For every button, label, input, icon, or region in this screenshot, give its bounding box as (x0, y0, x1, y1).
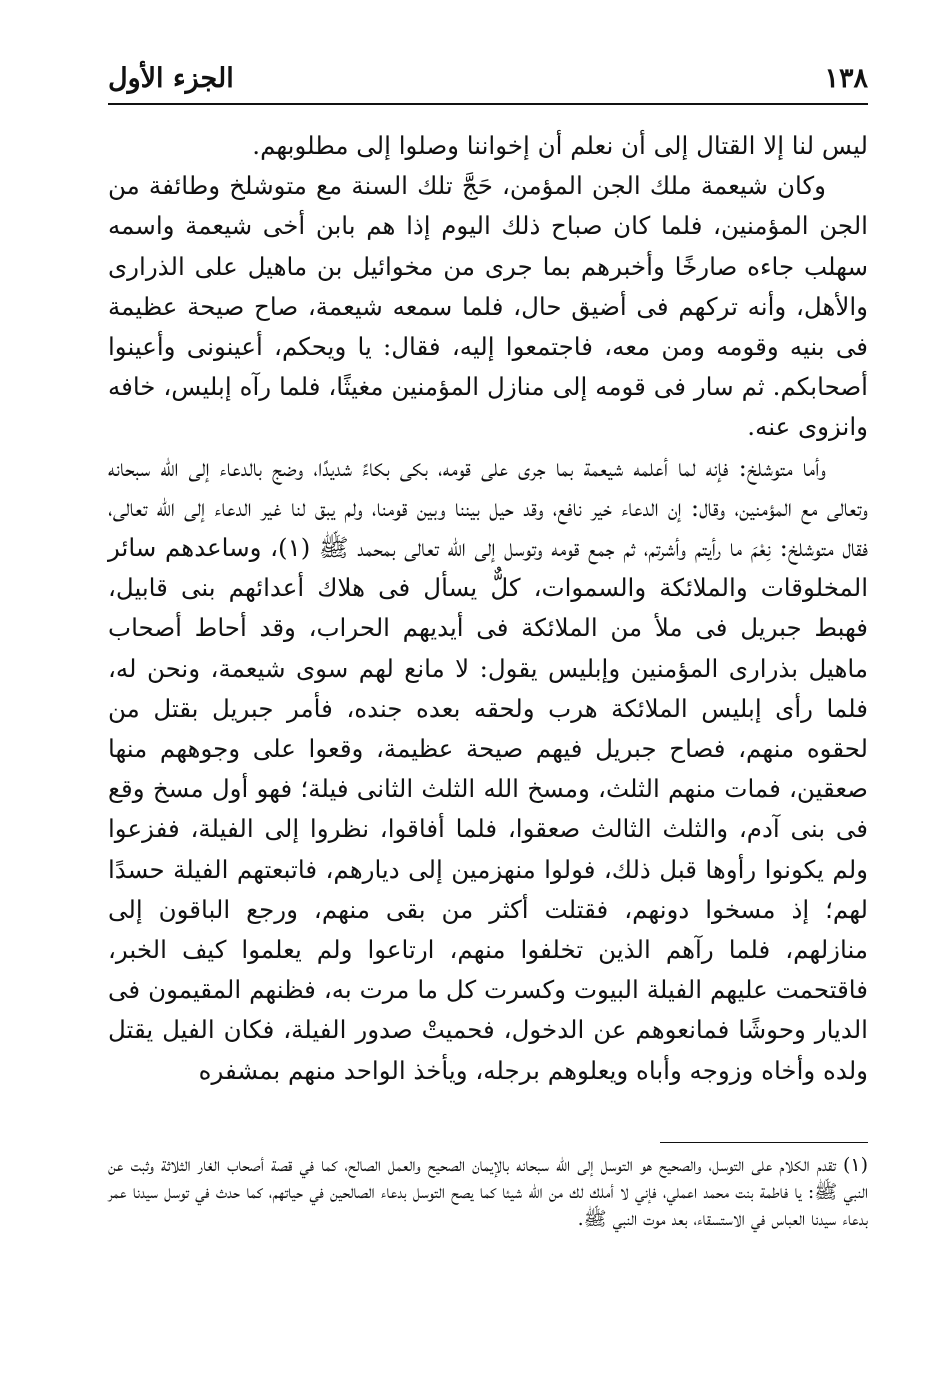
paragraph: ليس لنا إلا القتال إلى أن نعلم أن إخواننا وصلوا إلى مطلوبهم. (252, 131, 868, 160)
footnote (108, 1152, 868, 1233)
main-text (108, 126, 868, 1091)
footnote-text: (١) تقدم الكلام على التوسل، والصحيح هو التوسل إلى الله سبحانه بالإيمان الصحيح والعمل الصالح، كما في قصة أصحاب الغار الثلاثة وثبت عن النبي ﷺ: يا فاطمة بنت محمد اعملي، فإني لا أملك لك من الله شيئا كما يصح التوسل بدعاء الصالحين في حياتهم، كما حدث في توسل سيدنا عمر بدعاء سيدنا العباس في الاستسقاء، بعد موت النبي ﷺ. (108, 1154, 868, 1230)
page-number: ١٣٨ (824, 62, 868, 94)
footnote-divider (660, 1142, 868, 1143)
page-header (108, 58, 868, 98)
paragraph: وأما متوشلخ: فإنه لما أعلمه شيعمة بما جرى على قومه، بكى بكاءً شديدًا، وضج بالدعاء إلى الله سبحانه وتعالى مع المؤمنين، وقال: إن الدعاء خير نافع، وقد حيل بيننا وبين قومنا، ولم يبق لنا غير الدعاء إلى الله تعالى، فقال متوشلخ: نِعْمَ ما رأيتم وأشرتم، ثم جمع قومه وتوسل إلى الله تعالى بمحمد ﷺ (١)، وساعدهم سائر المخلوقات والملائكة والسموات، كلٌّ يسأل فى هلاك أعدائهم بنى قابيل، فهبط جبريل فى ملأ من الملائكة فى أيديهم الحراب، وقد أحاط أصحاب ماهيل بذرارى المؤمنين وإبليس يقول: لا مانع لهم سوى شيعمة، ونحن له، فلما رأى إبليس الملائكة هرب ولحقه بعده جنده، فأمر جبريل بقتل من لحقوه منهم، فصاح جبريل فيهم صيحة عظيمة، وقعوا على وجوههم منها صعقين، فمات منهم الثلث، ومسخ الله الثلث الثانى فيلة؛ فهو أول مسخ وقع فى بنى آدم، والثلث الثالث صعقوا، فلما أفاقوا، نظروا إلى الفيلة، ففزعوا ولم يكونوا رأوها قبل ذلك، فولوا منهزمين إلى ديارهم، فاتبعتهم الفيلة حسدًا لهم؛ إذ مسخوا دونهم، فقتلت أكثر من بقى منهم، ورجع الباقون إلى منازلهم، فلما رآهم الذين تخلفوا منهم، ارتاعوا ولم يعلموا كيف الخبر، فاقتحمت عليهم الفيلة البيوت وكسرت كل ما مرت به، فظنهم المقيمون فى الديار وحوشًا فمانعوهم عن الدخول، فحميتْ صدور الفيلة، فكان الفيل يقتل ولده وأخاه وزوجه وأباه ويعلوهم برجله، ويأخذ الواحد منهم بمشفره (108, 452, 868, 1085)
header-divider (108, 103, 868, 105)
part-title: الجزء الأول (108, 62, 234, 94)
paragraph: وكان شيعمة ملك الجن المؤمن، حَجَّ تلك السنة مع متوشلخ وطائفة من الجن المؤمنين، فلما كان صباح ذلك اليوم إذا هم بابن أخى شيعمة واسمه سهلب جاءه صارخًا وأخبرهم بما جرى من مخوائيل بن ماهيل على الذرارى والأهل، وأنه تركهم فى أضيق حال، فلما سمعه شيعمة، صاح صيحة عظيمة فى بنيه وقومه ومن معه، فاجتمعوا إليه، فقال: يا ويحكم، أعينونى وأعينوا أصحابكم. ثم سار فى قومه إلى منازل المؤمنين مغيثًا، فلما رآه إبليس، خافه وانزوى عنه. (108, 171, 868, 442)
